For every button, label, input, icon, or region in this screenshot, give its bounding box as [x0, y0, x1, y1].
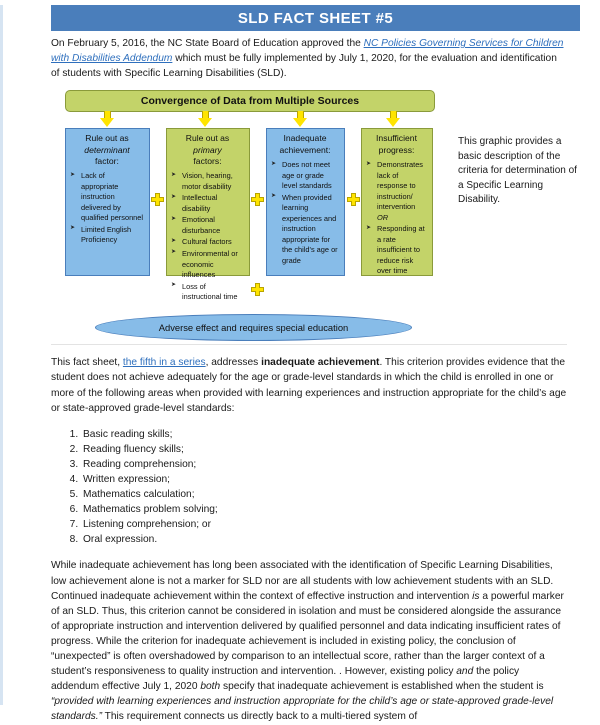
intro-text-part1: On February 5, 2016, the NC State Board of Education approved the	[51, 38, 364, 49]
criteria-title-line3: factors:	[193, 156, 222, 167]
para2-text-d: specify that inadequate achievement is established when the student is	[220, 681, 544, 693]
body-content	[51, 355, 567, 724]
adverse-effect-oval	[95, 314, 412, 341]
achievement-areas-list	[51, 427, 567, 548]
criteria-title-line2: primary	[193, 144, 222, 155]
para2-text-e: This requirement connects us directly back to a multi-tiered system of	[101, 711, 418, 723]
plus-connector-icon-2	[251, 193, 264, 206]
para2-italic-and: and	[456, 666, 474, 678]
down-arrow-icon-2	[198, 111, 213, 127]
criteria-title-line1: Insufficient	[376, 133, 417, 144]
para2-text-a: While inadequate achievement has long been associated with the identification of Specific Learning Disabilities, low achievement alone is not a marker for SLD nor are all students with low achievement students with an SLD. Continued inadequate achievement within the context of effective instruction and intervention	[51, 560, 554, 602]
para2-text-b: a powerful marker of an SLD. Thus, this criterion cannot be considered in isolation and must be considered alongside the assurance of appropriate instruction and intervention delivered by qualified personnel and data indicating insufficient rates of progress. While the criterion for inadequate achievement is included in existing policy, the conclusion of “unexpected” is often overshadowed by comparison to an intellectual score, rather than the larger context of a student’s responsiveness to quality instruction and intervention. . However, existing policy	[51, 590, 564, 678]
para1-text-b: , addresses	[205, 357, 262, 369]
para2-italic-both: both	[200, 681, 221, 693]
criteria-box-title-3	[271, 133, 339, 156]
criteria-title-line1: Inadequate	[283, 133, 327, 144]
plus-connector-icon-4	[251, 283, 264, 296]
series-link[interactable]: the fifth in a series	[122, 357, 206, 369]
criteria-list-1	[70, 171, 144, 246]
list-item: ➤ Loss of instructional time	[171, 282, 244, 303]
down-arrow-icon-3	[293, 111, 308, 127]
section-divider	[51, 344, 567, 345]
criteria-title-line3: factor:	[95, 156, 119, 167]
criteria-title-line1: Rule out as	[85, 133, 129, 144]
page-title: SLD FACT SHEET #5	[237, 9, 394, 27]
plus-connector-icon-3	[347, 193, 360, 206]
list-item: ➤ Environmental or economic influences	[171, 249, 244, 281]
para2-text-c: the policy addendum effective July 1, 2020	[51, 666, 520, 693]
criteria-title-line2: determinant	[84, 144, 130, 155]
down-arrow-icon-1	[100, 111, 115, 127]
list-item: 7. Listening comprehension; or	[81, 517, 567, 532]
para2-italic-is: is	[472, 590, 480, 602]
list-item: ➤ Lack of appropriate instruction delivered by qualified personnel	[70, 171, 144, 224]
criteria-box-primary-factors	[166, 128, 250, 302]
graphic-description-note: This graphic provides a basic description of the criteria for determination of a Specific Learning Disability.	[458, 136, 577, 206]
list-item: 3. Reading comprehension;	[81, 457, 567, 472]
nc-policies-link[interactable]: NC Policies Governing Services for Children with Disabilities Addendum	[51, 38, 564, 64]
intro-paragraph	[51, 37, 567, 81]
criteria-list-2	[171, 171, 244, 302]
para1-bold-term: inadequate achievement	[261, 357, 380, 369]
or-label: OR	[377, 212, 389, 222]
criteria-box-title-1	[70, 133, 144, 167]
intro-text-part2: which must be fully implemented by July 1, 2020, for the evaluation and identification of students with Specific Learning Disabilities (SLD).	[51, 52, 557, 79]
para2-italic-quote: “provided with learning experiences and instruction appropriate for the child’s age or state-approved grade-level standards.”	[51, 696, 554, 723]
down-arrow-icon-4	[386, 111, 401, 127]
list-item: 4. Written expression;	[81, 472, 567, 487]
criteria-list-3	[271, 160, 339, 266]
criteria-box-title-4	[366, 133, 427, 156]
list-item: ➤ Cultural factors	[171, 237, 244, 248]
criteria-diagram	[3, 90, 600, 342]
list-item: 1. Basic reading skills;	[81, 427, 567, 442]
list-item-text: Demonstrates lack of response to instruction/ intervention	[377, 160, 424, 212]
fact-sheet-page	[0, 5, 600, 723]
criteria-title-line2: achievement:	[279, 144, 331, 155]
list-item: ➤ Vision, hearing, motor disability	[171, 171, 244, 192]
list-item: 5. Mathematics calculation;	[81, 487, 567, 502]
list-item	[366, 160, 427, 223]
list-item: ➤ Emotional disturbance	[171, 215, 244, 236]
criteria-title-line2: progress:	[378, 144, 415, 155]
criteria-title-line1: Rule out as	[185, 133, 230, 144]
criteria-list-4	[366, 160, 427, 277]
list-item: ➤ When provided learning experiences and instruction appropriate for the child's age or grade	[271, 193, 339, 267]
list-item: ➤ Responding at a rate insufficient to reduce risk over time	[366, 224, 427, 277]
adverse-effect-label: Adverse effect and requires special education	[158, 322, 349, 334]
para1-text-c: . This criterion provides evidence that the student does not achieve adequately for the age or grade-level standards in which the child is enrolled in one or more of the following areas when provided with learning experiences and instruction appropriate for the child’s age or state-approved grade-level standards:	[51, 357, 567, 414]
list-item: 6. Mathematics problem solving;	[81, 502, 567, 517]
list-item: 8. Oral expression.	[81, 532, 567, 547]
page-title-banner	[51, 5, 580, 31]
list-item: ➤ Limited English Proficiency	[70, 225, 144, 246]
diagram-banner	[65, 90, 435, 112]
diagram-banner-label: Convergence of Data from Multiple Sources	[140, 95, 360, 108]
paragraph-fact-sheet-intro	[51, 355, 567, 415]
list-item: ➤ Intellectual disability	[171, 193, 244, 214]
list-item: 2. Reading fluency skills;	[81, 442, 567, 457]
criteria-box-insufficient-progress	[361, 128, 433, 276]
list-item: ➤ Does not meet age or grade level standards	[271, 160, 339, 192]
paragraph-discussion	[51, 558, 567, 724]
criteria-box-determinant-factor	[65, 128, 150, 276]
para1-text-a: This fact sheet,	[51, 357, 123, 369]
criteria-box-inadequate-achievement	[266, 128, 345, 276]
criteria-box-title-2	[171, 133, 244, 167]
plus-connector-icon-1	[151, 193, 164, 206]
